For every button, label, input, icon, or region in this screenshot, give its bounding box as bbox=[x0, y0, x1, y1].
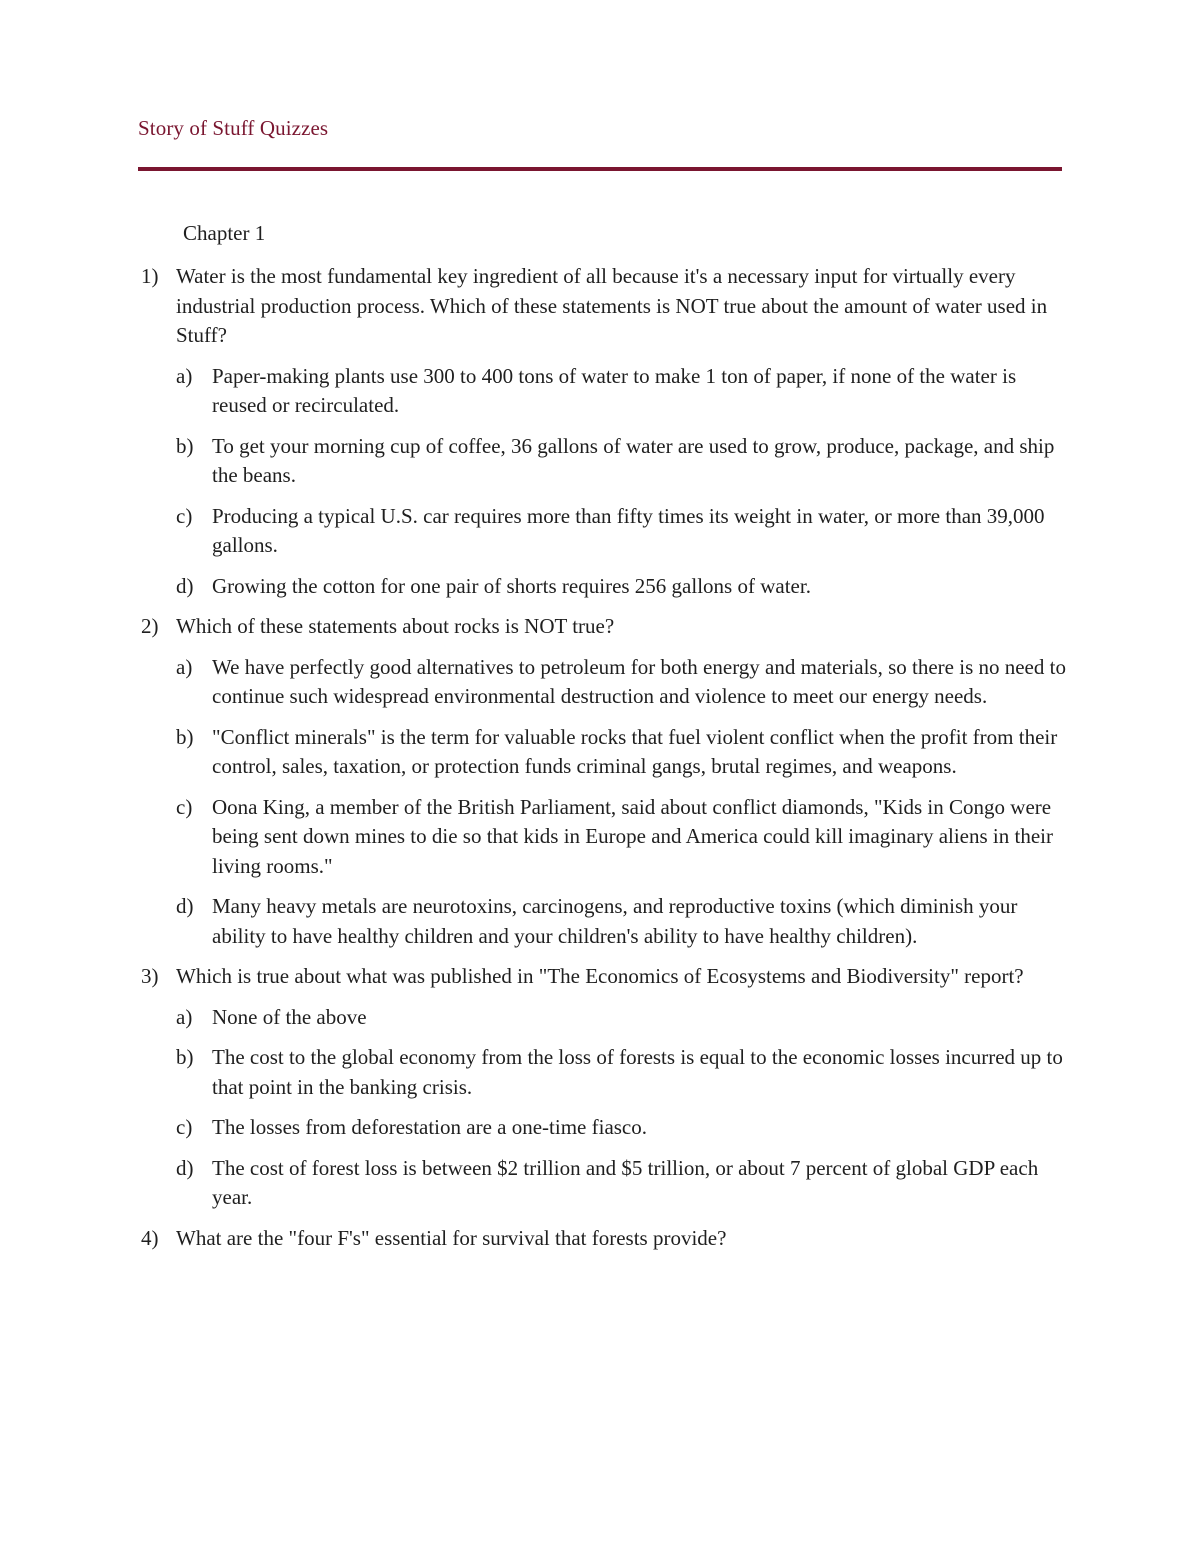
option-item bbox=[176, 502, 1068, 561]
option-letter: b) bbox=[176, 1045, 194, 1069]
question-number: 3) bbox=[141, 964, 159, 988]
option-list bbox=[176, 362, 1068, 602]
question-text: Water is the most fundamental key ingredient of all because it's a necessary input for virtually every industrial production process. Which of these statements is NOT true about the amount of water used in Stuff? bbox=[176, 264, 1048, 347]
option-letter: d) bbox=[176, 894, 194, 918]
option-item bbox=[176, 1043, 1068, 1102]
header-divider bbox=[138, 167, 1062, 171]
question-text: Which is true about what was published in "The Economics of Ecosystems and Biodiversity" report? bbox=[176, 964, 1024, 988]
option-item bbox=[176, 1003, 1068, 1033]
option-text: We have perfectly good alternatives to petroleum for both energy and materials, so there is no need to continue such widespread environmental destruction and violence to meet our energy needs. bbox=[212, 654, 1066, 708]
option-letter: a) bbox=[176, 1004, 193, 1029]
option-letter: a) bbox=[176, 363, 193, 388]
question-2 bbox=[138, 612, 1068, 951]
question-text: What are the "four F's" essential for survival that forests provide? bbox=[176, 1225, 727, 1250]
option-letter: d) bbox=[176, 1155, 194, 1180]
question-number: 4) bbox=[141, 1225, 159, 1250]
question-1 bbox=[138, 262, 1068, 601]
question-number: 2) bbox=[141, 614, 159, 638]
option-letter: b) bbox=[176, 433, 194, 458]
option-list bbox=[176, 653, 1068, 952]
option-item bbox=[176, 572, 1068, 602]
option-item bbox=[176, 1113, 1068, 1143]
option-text: Oona King, a member of the British Parliament, said about conflict diamonds, "Kids in Congo were being sent down mines to die so that kids in Europe and America could kill imaginary aliens in their living rooms." bbox=[212, 794, 1053, 878]
option-text: Growing the cotton for one pair of shorts requires 256 gallons of water. bbox=[212, 573, 811, 598]
option-text: Paper-making plants use 300 to 400 tons of water to make 1 ton of paper, if none of the water is reused or recirculated. bbox=[212, 363, 1017, 417]
option-item bbox=[176, 362, 1068, 421]
option-letter: d) bbox=[176, 573, 194, 598]
option-letter: c) bbox=[176, 503, 193, 528]
option-letter: c) bbox=[176, 794, 193, 819]
option-text: To get your morning cup of coffee, 36 gallons of water are used to grow, produce, package, and ship the beans. bbox=[212, 433, 1055, 487]
option-text: Many heavy metals are neurotoxins, carcinogens, and reproductive toxins (which diminish your ability to have healthy children and your children's ability to have healthy children). bbox=[212, 894, 1018, 948]
option-text: The cost to the global economy from the loss of forests is equal to the economic losses incurred up to that point in the banking crisis. bbox=[212, 1045, 1063, 1099]
chapter-heading: Chapter 1 bbox=[183, 221, 266, 245]
option-text: The losses from deforestation are a one-time fiasco. bbox=[212, 1115, 648, 1139]
option-item bbox=[176, 723, 1068, 782]
option-letter: a) bbox=[176, 654, 193, 679]
option-letter: b) bbox=[176, 724, 194, 749]
option-text: None of the above bbox=[212, 1004, 367, 1029]
option-item bbox=[176, 892, 1068, 951]
page-title: Story of Stuff Quizzes bbox=[138, 116, 329, 140]
question-3 bbox=[138, 962, 1068, 1213]
option-item bbox=[176, 793, 1068, 882]
option-text: Producing a typical U.S. car requires more than fifty times its weight in water, or more than 39,000 gallons. bbox=[212, 503, 1045, 557]
question-4 bbox=[138, 1224, 1068, 1254]
option-list bbox=[176, 1003, 1068, 1213]
option-text: The cost of forest loss is between $2 trillion and $5 trillion, or about 7 percent of global GDP each year. bbox=[212, 1155, 1039, 1209]
question-list bbox=[138, 262, 1068, 1264]
option-item bbox=[176, 432, 1068, 491]
question-number: 1) bbox=[141, 264, 159, 288]
option-item bbox=[176, 653, 1068, 712]
question-text: Which of these statements about rocks is NOT true? bbox=[176, 614, 615, 638]
option-text: "Conflict minerals" is the term for valuable rocks that fuel violent conflict when the profit from their control, sales, taxation, or protection funds criminal gangs, brutal regimes, and weapons. bbox=[212, 724, 1058, 778]
option-item bbox=[176, 1154, 1068, 1213]
option-letter: c) bbox=[176, 1115, 193, 1139]
